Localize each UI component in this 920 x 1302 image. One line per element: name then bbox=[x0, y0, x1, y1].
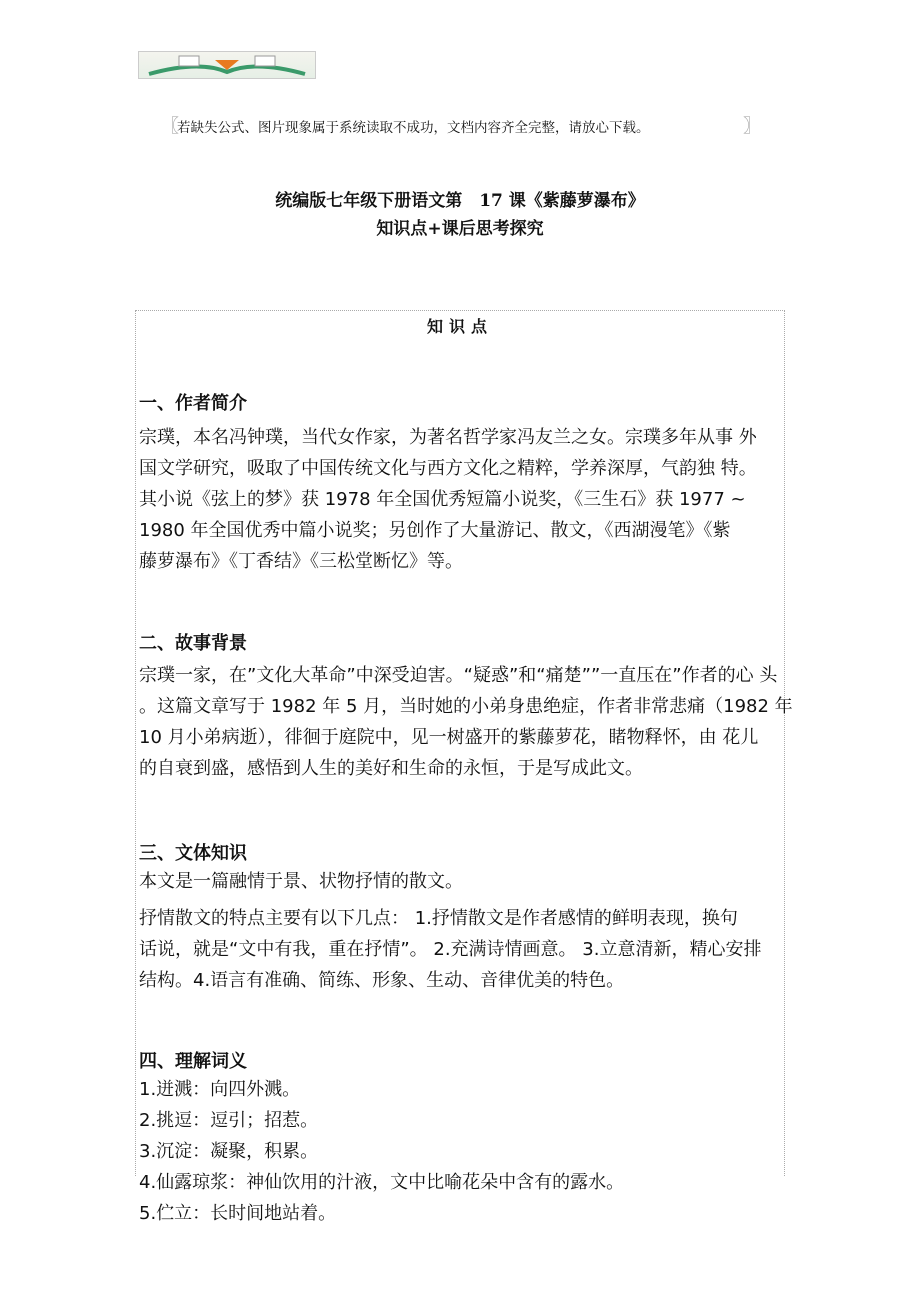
section-heading: 二、故事背景 bbox=[139, 633, 247, 654]
text-line: 1980 年全国优秀中篇小说奖；另创作了大量游记、散文，《西湖漫笔》《紫 bbox=[139, 520, 731, 541]
text-line: 其小说《弦上的梦》获 1978 年全国优秀短篇小说奖，《三生石》获 1977 ~ bbox=[139, 489, 746, 510]
doc-title: 统编版七年级下册语文第 17 课《紫藤萝瀑布》 bbox=[275, 191, 645, 211]
download-notice: 〖 若缺失公式、图片现象属于系统读取不成功，文档内容齐全完整，请放心下载。 〗 bbox=[161, 116, 761, 137]
section-paragraph bbox=[139, 422, 757, 577]
notice-text: 若缺失公式、图片现象属于系统读取不成功，文档内容齐全完整，请放心下载。 bbox=[177, 120, 650, 136]
text-line: 抒情散文的特点主要有以下几点： 1.抒情散文是作者感情的鲜明表现，换句 bbox=[139, 908, 738, 929]
section-paragraph bbox=[139, 660, 793, 784]
text-line: 3.沉淀：凝聚，积累。 bbox=[139, 1141, 319, 1162]
text-line: 4.仙露琼浆：神仙饮用的汁液，文中比喻花朵中含有的露水。 bbox=[139, 1172, 625, 1193]
text-line: 1.迸溅：向四外溅。 bbox=[139, 1079, 301, 1100]
text-line: 本文是一篇融情于景、状物抒情的散文。 bbox=[139, 871, 463, 892]
section-paragraph bbox=[139, 903, 761, 996]
text-line: 宗璞一家，在”文化大革命”中深受迫害。“疑惑”和“痛楚””一直压在”作者的心 头 bbox=[139, 665, 778, 686]
text-line: 的自衰到盛，感悟到人生的美好和生命的永恒，于是写成此文。 bbox=[139, 758, 643, 779]
text-line: 藤萝瀑布》《丁香结》《三松堂断忆》等。 bbox=[139, 551, 463, 572]
doc-subtitle: 知识点+课后思考探究 bbox=[376, 219, 544, 239]
section-heading: 四、理解词义 bbox=[139, 1051, 247, 1072]
text-line: 宗璞，本名冯钟璞，当代女作家，为著名哲学家冯友兰之女。宗璞多年从事 外 bbox=[139, 427, 757, 448]
text-line: 2.挑逗：逗引；招惹。 bbox=[139, 1110, 319, 1131]
text-line: 国文学研究，吸取了中国传统文化与西方文化之精粹，学养深厚，气韵独 特。 bbox=[139, 458, 757, 479]
section-paragraph bbox=[139, 866, 463, 897]
text-line: 5.伫立：长时间地站着。 bbox=[139, 1203, 337, 1224]
header-logo-image bbox=[138, 51, 316, 79]
text-line: 话说，就是“文中有我，重在抒情”。 2.充满诗情画意。 3.立意清新，精心安排 bbox=[139, 939, 762, 960]
section-heading: 三、文体知识 bbox=[139, 843, 247, 864]
word-list bbox=[139, 1074, 624, 1229]
text-line: 10 月小弟病逝），徘徊于庭院中，见一树盛开的紫藤萝花，睹物释怀，由 花儿 bbox=[139, 727, 759, 748]
section-heading: 一、作者简介 bbox=[139, 393, 247, 414]
text-line: 。这篇文章写于 1982 年 5 月，当时她的小弟身患绝症，作者非常悲痛（1982 年 bbox=[139, 696, 793, 717]
text-line: 结构。4.语言有准确、简练、形象、生动、音律优美的特色。 bbox=[139, 970, 625, 991]
box-heading: 知识点 bbox=[426, 317, 493, 336]
